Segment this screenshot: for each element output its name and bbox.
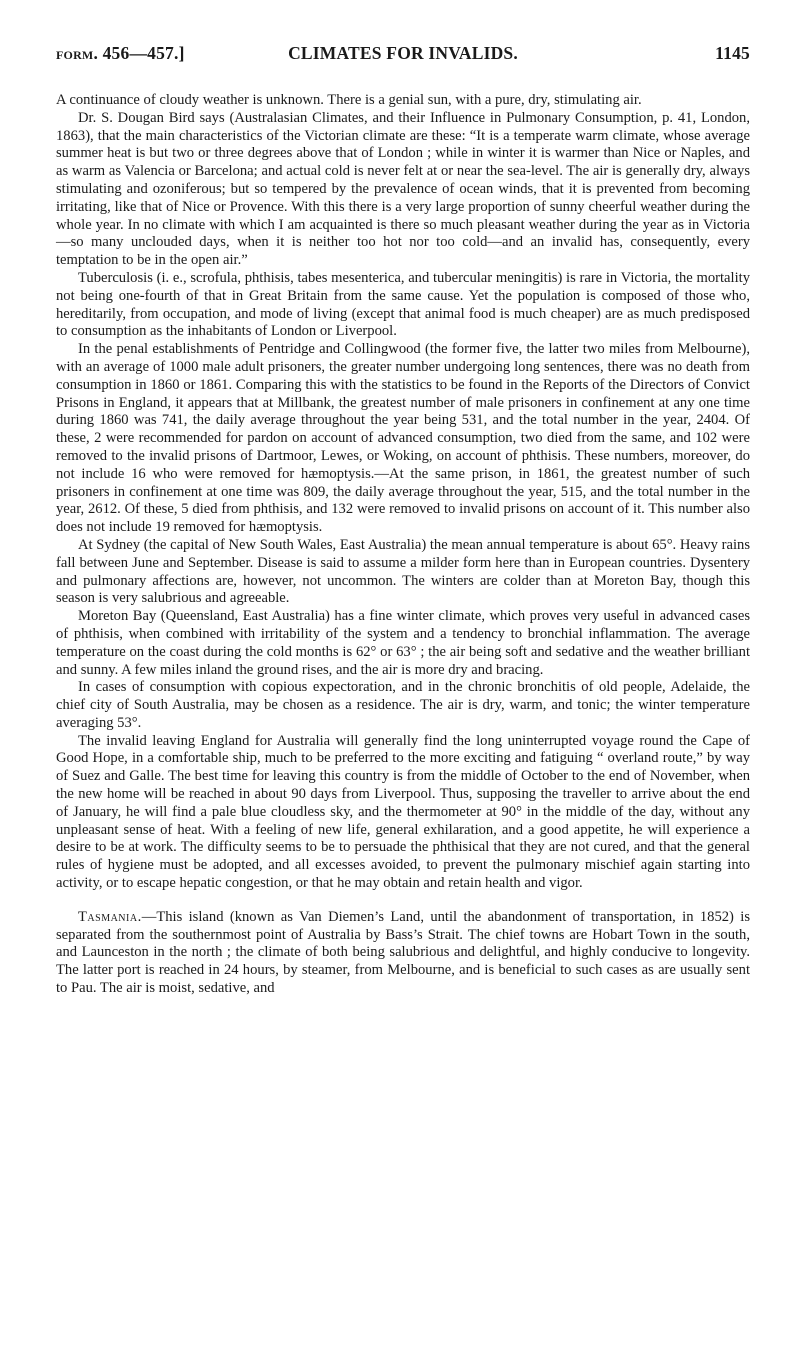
paragraph-tasmania-text: —This island (known as Van Diemen’s Land, until the abandonment of transportation, in 1852) is separated from the southernmost point of Australia by Bass’s Strait. The chief towns are Hobart Town in the south, and Launceston in the north ; the climate of both being salubrious and delightful, and highly conducive to longevity. The latter port is reached in 24 hours, by steamer, from Melbourne, and is beneficial to such cases as are usually sent to Pau. The air is moist, sedative, and — [56, 908, 750, 997]
paragraph-moreton-bay: Moreton Bay (Queensland, East Australia) has a fine winter climate, which proves very useful in advanced cases of phthisis, when combined with irritability of the system and a tendency to bronchial inflammation. The average temperature on the coast during the cold months is 62° or 63° ; the air being soft and sedative and the weather brilliant and sunny. A few miles inland the ground rises, and the air is more dry and bracing. — [56, 608, 750, 678]
form-range: form. 456—457.] — [56, 43, 185, 63]
paragraph-adelaide: In cases of consumption with copious expectoration, and in the chronic bronchitis of old people, Adelaide, the chief city of South Australia, may be chosen as a residence. The air is dry, warm, and tonic; the winter temperature averaging 53°. — [56, 679, 750, 731]
paragraph-continuation: A continuance of cloudy weather is unknown. There is a genial sun, with a pure, dry, stimulating air. — [56, 92, 642, 108]
paragraph-tuberculosis: Tuberculosis (i. e., scrofula, phthisis, tabes mesenterica, and tubercular meningitis) is rare in Victoria, the mortality not being one-fourth of that in Great Britain from the same cause. Yet the population is composed of those who, hereditarily, from occupation, and mode of living (except that animal food is much cheaper) are as much predisposed to consumption as the inhabitants of London or Liverpool. — [56, 269, 750, 340]
page-title: CLIMATES FOR INVALIDS. — [288, 43, 518, 63]
section-heading-tasmania: Tasmania. — [78, 908, 142, 925]
paragraph-penal-establishments: In the penal establishments of Pentridge and Collingwood (the former five, the latter two miles from Melbourne), with an average of 1000 male adult prisoners, the greater number undergoing long sentences, there was no death from consumption in 1860 or 1861. Comparing this with the statistics to be found in the Reports of the Directors of Convict Prisons in England, it appears that at Millbank, the greatest number of male prisoners in confinement at any one time during 1860 was 741, the daily average throughout the year being 531, and the total number in the year, 2404. Of these, 2 were recommended for pardon on account of advanced consumption, two died from the same, and 102 were removed to the invalid prisons of Dartmoor, Lewes, or Woking, on account of phthisis. These numbers, moreover, do not include 16 who were removed for hæmoptysis.—At the same prison, in 1861, the greatest number of such prisoners in confinement at one time was 809, the daily average throughout the year, 515, and the total number in the year, 2612. Of these, 5 died from phthisis, and 132 were removed to invalid prisons on account of it. This number also does not include 19 removed for hæmoptysis. — [56, 341, 750, 536]
paragraph-voyage: The invalid leaving England for Australia will generally find the long uninterrupted voyage round the Cape of Good Hope, in a comfortable ship, much to be preferred to the more exciting and fatiguing “ overland route,” by way of Suez and Galle. The best time for leaving this country is from the middle of October to the end of November, when the new home will be reached in about 90 days from Liverpool. Thus, supposing the traveller to arrive about the end of January, he will find a pale blue cloudless sky, and the thermometer at 90° in the middle of the day, without any unpleasant sense of heat. With a feeling of new life, general exhilaration, and a good appetite, he will experience a desire to be at work. The difficulty seems to be to persuade the phthisical that they are not cured, and that the general rules of hygiene must be adopted, and all excesses avoided, to prevent the pulmonary mischief again starting into activity, or to escape hepatic congestion, or that he may obtain and retain health and vigor. — [56, 732, 750, 892]
page-number: 1145 — [715, 43, 750, 63]
body-text — [56, 92, 750, 998]
paragraph-sydney: At Sydney (the capital of New South Wales, East Australia) the mean annual temperature is about 65°. Heavy rains fall between June and September. Disease is said to assume a milder form here than in European countries. Dysentery and pulmonary affections are, however, not uncommon. The winters are colder than at Moreton Bay, though this season is very salubrious and agreeable. — [56, 536, 750, 607]
paragraph-dougan-bird: Dr. S. Dougan Bird says (Australasian Climates, and their Influence in Pulmonary Consumption, p. 41, London, 1863), that the main characteristics of the Victorian climate are these: “It is a temperate warm climate, whose average summer heat is but two or three degrees above that of London ; while in winter it is warmer than Nice or Naples, and as warm as Valencia or Barcelona; and actual cold is never felt at or near the sea-level. The air is generally dry, always stimulating and ozoniferous; but so tempered by the prevalence of ocean winds, that it is prevented from becoming irritating, like that of Nice or Provence. With this there is a very large proportion of sunny cheerful weather during the whole year. In no climate with which I am acquainted is there so much pleasant weather during the year as in Victoria—so many unclouded days, when it is neither too hot nor too cold—and an invalid has, consequently, every temptation to be in the open air.” — [56, 109, 750, 269]
paragraph-tasmania — [56, 909, 750, 998]
